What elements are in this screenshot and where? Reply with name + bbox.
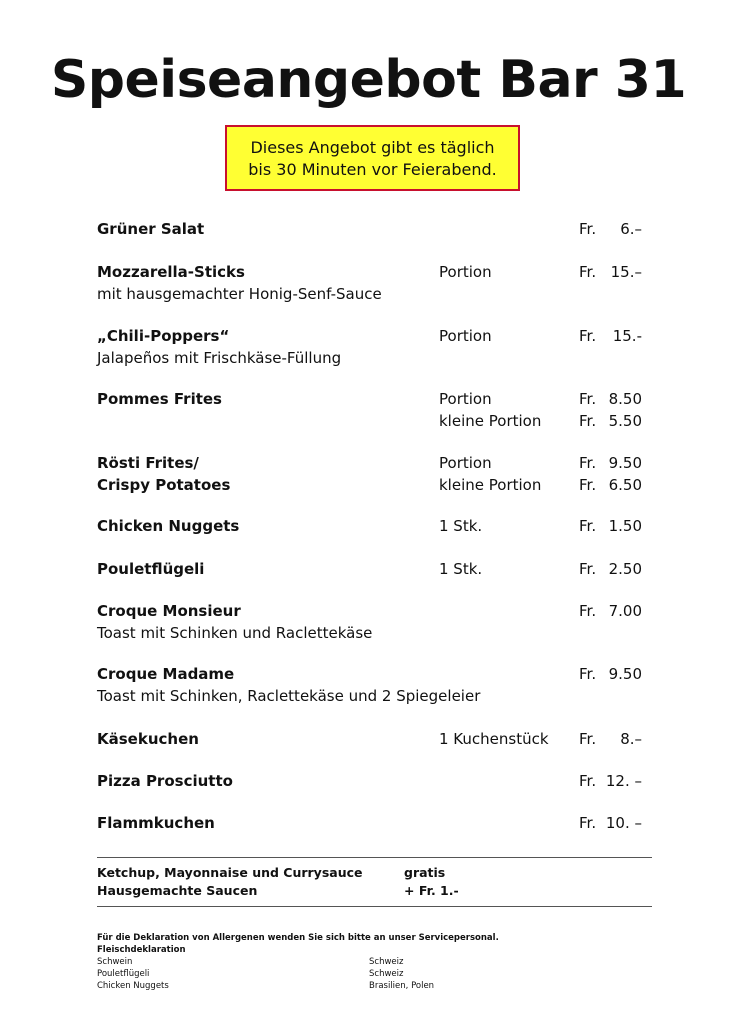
menu-item-name: Croque Madame: [97, 665, 235, 683]
meat-type: Chicken Nuggets: [97, 981, 169, 991]
price-currency: Fr.: [579, 772, 597, 790]
portion-label: Portion: [439, 454, 492, 472]
portion-label: 1 Stk.: [439, 560, 483, 578]
page-title: Speiseangebot Bar 31: [50, 50, 687, 110]
portion-label: 1 Stk.: [439, 517, 483, 535]
menu-item-name: Flammkuchen: [97, 814, 215, 832]
price-amount: 2.50: [608, 560, 642, 578]
meat-origin-row: [97, 956, 652, 968]
menu-item-description: Toast mit Schinken, Raclettekäse und 2 Spiegeleier: [97, 687, 481, 705]
menu-item-mozzarella-sticks: [97, 261, 657, 305]
menu-item-gruener-salat: [97, 218, 657, 240]
menu-item-description: Jalapeños mit Frischkäse-Füllung: [97, 349, 342, 367]
price-amount: 15.–: [610, 263, 642, 281]
price-currency: Fr.: [579, 390, 597, 408]
price-currency: Fr.: [579, 454, 597, 472]
price-currency: Fr.: [579, 412, 597, 430]
sauce-label: Ketchup, Mayonnaise und Currysauce: [97, 865, 363, 880]
sauces-section: [97, 864, 652, 900]
sauce-price: gratis: [404, 865, 446, 880]
meat-origin: Brasilien, Polen: [369, 981, 435, 991]
price-amount: 10. –: [605, 814, 642, 832]
menu-item-description: mit hausgemachter Honig-Senf-Sauce: [97, 285, 382, 303]
meat-declaration-heading: Fleischdeklaration: [97, 945, 186, 955]
meat-origin: Schweiz: [369, 969, 404, 979]
price-amount: 1.50: [608, 517, 642, 535]
menu-item-name: Rösti Frites/: [97, 454, 199, 472]
menu-item-croque-monsieur: [97, 600, 657, 644]
notice-line-1: Dieses Angebot gibt es täglich: [250, 138, 495, 157]
price-amount: 6.–: [620, 220, 642, 238]
notice-line-2: bis 30 Minuten vor Feierabend.: [248, 160, 497, 179]
menu-item-pommes-frites: [97, 388, 657, 432]
price-amount: 5.50: [608, 412, 642, 430]
sauce-row: [97, 864, 652, 882]
menu-item-name: Pouletflügeli: [97, 560, 205, 578]
price-currency: Fr.: [579, 327, 597, 345]
menu-item-name: Pizza Prosciutto: [97, 772, 233, 790]
menu-item-kaesekuchen: [97, 728, 657, 750]
menu-item-pouletfluegeli: [97, 558, 657, 580]
price-currency: Fr.: [579, 602, 597, 620]
menu-item-pizza-prosciutto: [97, 770, 657, 792]
price-currency: Fr.: [579, 665, 597, 683]
menu-item-description: Toast mit Schinken und Raclettekäse: [97, 624, 373, 642]
declaration-footer: [97, 932, 652, 992]
price-currency: Fr.: [579, 476, 597, 494]
menu-item-name: Chicken Nuggets: [97, 517, 240, 535]
menu-item-name: Käsekuchen: [97, 730, 199, 748]
menu-item-name: Grüner Salat: [97, 220, 205, 238]
sauce-price: + Fr. 1.-: [404, 883, 459, 898]
price-amount: 8.–: [620, 730, 642, 748]
menu-item-name-line-2: Crispy Potatoes: [97, 476, 231, 494]
allergen-note: Für die Deklaration von Allergenen wenden Sie sich bitte an unser Servicepersonal.: [97, 933, 499, 943]
price-amount: 9.50: [608, 665, 642, 683]
menu-item-name: „Chili-Poppers“: [97, 327, 230, 345]
portion-label: 1 Kuchenstück: [439, 730, 549, 748]
price-currency: Fr.: [579, 814, 597, 832]
menu-item-name: Croque Monsieur: [97, 602, 241, 620]
divider-bottom: [97, 906, 652, 907]
portion-label: kleine Portion: [439, 412, 542, 430]
price-amount: 12. –: [605, 772, 642, 790]
price-currency: Fr.: [579, 263, 597, 281]
price-amount: 15.-: [612, 327, 642, 345]
availability-notice: [225, 125, 520, 191]
sauce-label: Hausgemachte Saucen: [97, 883, 258, 898]
price-currency: Fr.: [579, 220, 597, 238]
menu-item-roesti-frites: [97, 452, 657, 496]
menu-item-croque-madame: [97, 663, 657, 707]
sauce-row: [97, 882, 652, 900]
price-currency: Fr.: [579, 517, 597, 535]
meat-type: Schwein: [97, 957, 133, 967]
menu-item-chili-poppers: [97, 325, 657, 369]
meat-origin: Schweiz: [369, 957, 404, 967]
portion-label: Portion: [439, 390, 492, 408]
meat-origin-row: [97, 980, 652, 992]
menu-item-flammkuchen: [97, 812, 657, 834]
divider-top: [97, 857, 652, 858]
menu-item-name: Mozzarella-Sticks: [97, 263, 245, 281]
price-amount: 7.00: [608, 602, 642, 620]
price-amount: 6.50: [608, 476, 642, 494]
portion-label: kleine Portion: [439, 476, 542, 494]
menu-item-name: Pommes Frites: [97, 390, 222, 408]
portion-label: Portion: [439, 263, 492, 281]
meat-type: Pouletflügeli: [97, 969, 150, 979]
price-currency: Fr.: [579, 730, 597, 748]
meat-origin-row: [97, 968, 652, 980]
price-amount: 8.50: [608, 390, 642, 408]
menu-item-chicken-nuggets: [97, 515, 657, 537]
price-currency: Fr.: [579, 560, 597, 578]
portion-label: Portion: [439, 327, 492, 345]
price-amount: 9.50: [608, 454, 642, 472]
